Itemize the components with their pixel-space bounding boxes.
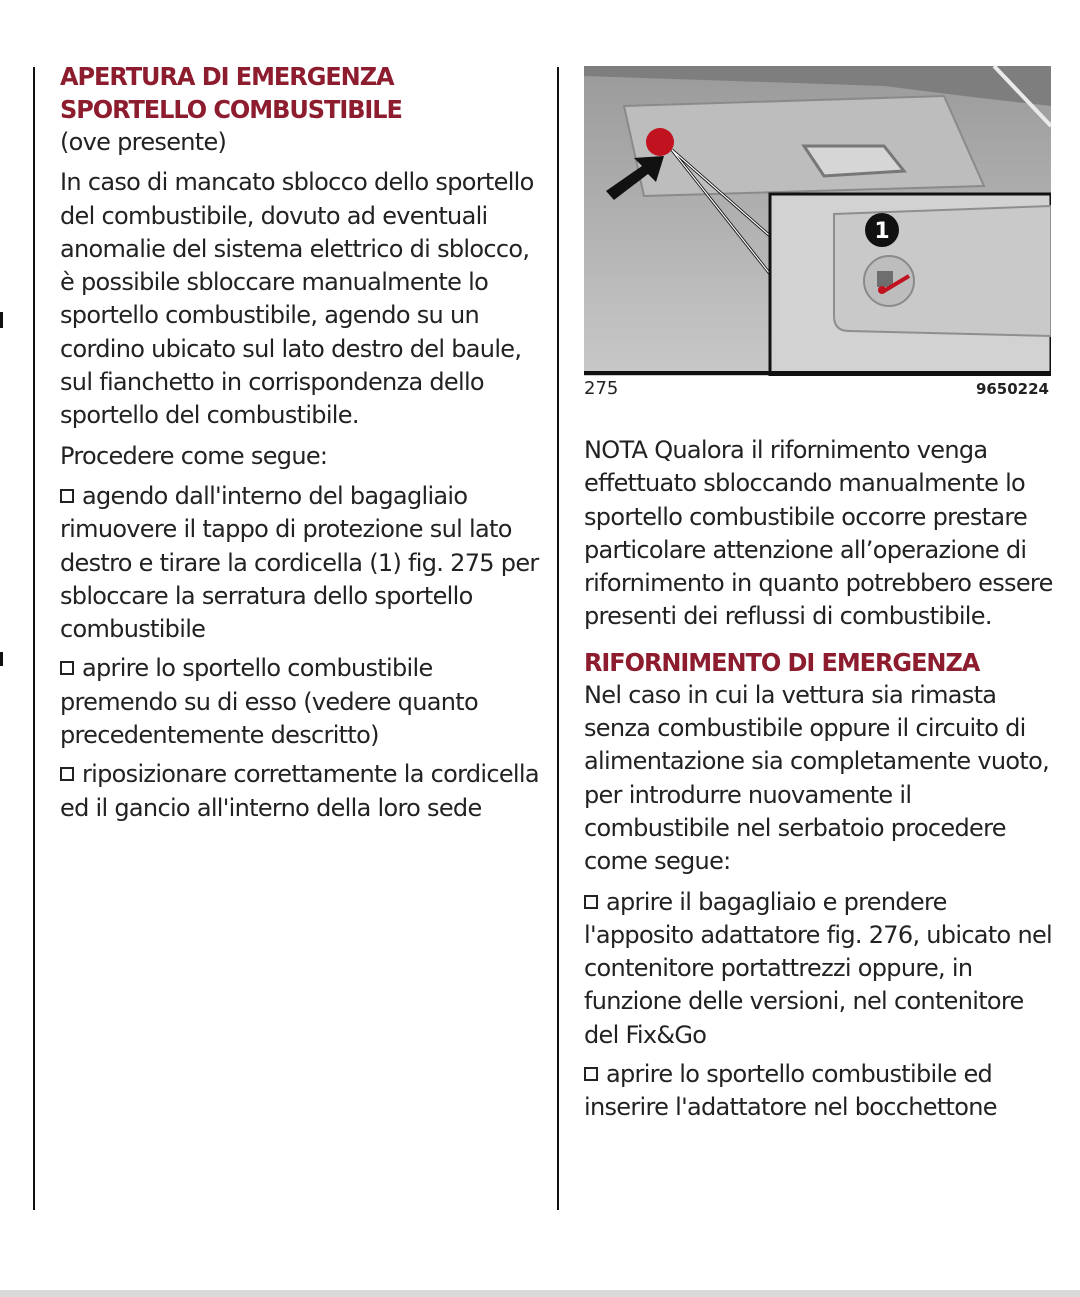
- heading-line: SPORTELLO COMBUSTIBILE: [60, 95, 402, 124]
- fuel-door-illustration: [584, 66, 1051, 376]
- step-item: [60, 758, 540, 825]
- figure-number: 275: [584, 378, 619, 399]
- release-plug-marker: [646, 128, 674, 156]
- step-item: [584, 886, 1054, 1052]
- section-heading: [60, 60, 521, 126]
- callout-number: 1: [874, 219, 890, 244]
- checkbox-bullet-icon: [584, 1067, 598, 1081]
- step-text: aprire il bagagliaio e prendere l'apposito adattatore fig. 276, ubicato nel contenitore portattrezzi oppure, in funzione delle versioni, nel contenitore del Fix&Go: [584, 887, 1052, 1049]
- bottom-bar: [0, 1290, 1080, 1297]
- left-column-rule: [33, 67, 35, 1210]
- refuel-intro-paragraph: Nel caso in cui la vettura sia rimasta senza combustibile oppure il circuito di alimentazione sia completamente vuoto, per introdurre nuovamente il combustibile nel serbatoio procedere come segue:: [584, 680, 1050, 876]
- left-column: [60, 60, 540, 825]
- intro-paragraph: In caso di mancato sblocco dello sportello del combustibile, dovuto ad eventuali anomalie del sistema elettrico di sblocco, è possibile sbloccare manualmente lo sportello combustibile, agendo su un cordino ubicato sul lato destro del baule, sul fianchetto in corrispondenza dello sportello del combustibile.: [60, 168, 534, 430]
- step-text: agendo dall'interno del bagagliaio rimuovere il tappo di protezione sul lato destro e tirare la cordicella (1) fig. 275 per sbloccare la serratura dello sportello combustibile: [60, 481, 539, 644]
- checkbox-bullet-icon: [60, 767, 74, 781]
- checkbox-bullet-icon: [60, 661, 74, 675]
- note-paragraph: NOTA Qualora il rifornimento venga effettuato sbloccando manualmente lo sportello combustibile occorre prestare particolare attenzione all’operazione di rifornimento in quanto potrebbero essere presenti dei reflussi di combustibile.: [584, 436, 1053, 631]
- procedure-label: Procedere come segue:: [60, 441, 328, 470]
- figure-fuel-door-release: [584, 66, 1051, 399]
- figure-code: 9650224: [975, 380, 1049, 398]
- step-text: aprire lo sportello combustibile ed inserire l'adattatore nel bocchettone: [584, 1060, 997, 1122]
- step-text: aprire lo sportello combustibile premendo su di esso (vedere quanto precedentemente descritto): [60, 654, 478, 750]
- checkbox-bullet-icon: [584, 895, 598, 909]
- step-item: [60, 652, 540, 752]
- subheading: (ove presente): [60, 128, 227, 156]
- step-item: [584, 1058, 1054, 1125]
- heading-line: APERTURA DI EMERGENZA: [60, 62, 394, 91]
- step-text: riposizionare correttamente la cordicella ed il gancio all'interno della loro sede: [60, 760, 539, 822]
- right-column: [584, 66, 1054, 1125]
- step-item: [60, 480, 540, 646]
- checkbox-bullet-icon: [60, 489, 74, 503]
- edge-mark: [0, 652, 3, 666]
- section-heading-emergency-refuel: RIFORNIMENTO DI EMERGENZA: [584, 647, 980, 677]
- center-column-rule: [557, 67, 559, 1210]
- edge-mark: [0, 312, 3, 328]
